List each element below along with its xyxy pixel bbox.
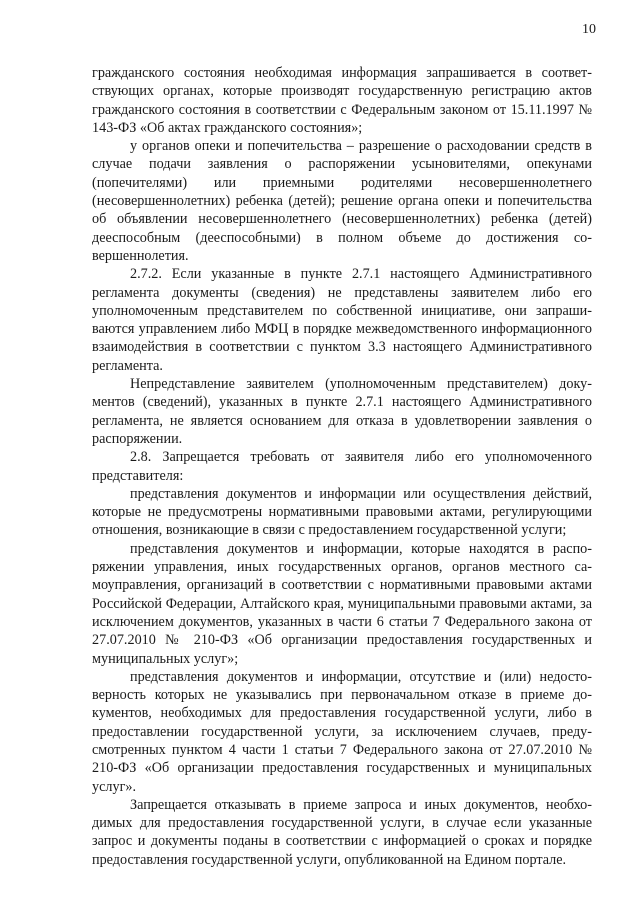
paragraph-4: Непредставление заявителем (уполномоченным представителем) документов (сведений), указанных в пункте 2.7.1 настоящего Административного регламента, не является основанием для отказа в удовлетворении заявления о распоряжении.: [92, 376, 592, 447]
paragraph-8: представления документов и информации, отсутствие и (или) недостоверность которых не указывались при первоначальном отказе в приеме документов, необходимых для предоставления государственной услуги, либо в предоставлении государственной услуги, за исключением случаев, предусмотренных пунктом 4 части 1 статьи 7 Федерального закона от 27.07.2010 № 210-ФЗ «Об организации предоставления государственных и муниципальных услуг».: [92, 668, 592, 795]
paragraph-6: представления документов и информации или осуществления действий, которые не предусмотрены нормативными правовыми актами, регулирующими отношения, возникающие в связи с предоставлением государственной услуги;: [92, 485, 592, 539]
paragraph-2: у органов опеки и попечительства – разрешение о расходовании средств в случае подачи заявления о распоряжении усыновителями, опекунами (попечителями) или приемными родителями несовершеннолетнего (несовершеннолетних) ребенка (детей); решение органа опеки и попечительства об объявлении несовершеннолетнего (несовершеннолетних) ребенка (детей) дееспособным (дееспособными) в полном объеме до достижения совершеннолетия.: [92, 138, 592, 264]
paragraph-1: гражданского состояния необходимая информация запрашивается в соответствующих органах, которые производят государственную регистрацию актов гражданского состояния в соответствии с Федеральным законом от 15.11.1997 № 143-ФЗ «Об актах гражданского состояния»;: [92, 65, 592, 136]
paragraph-5: 2.8. Запрещается требовать от заявителя либо его уполномоченного представителя:: [92, 449, 592, 484]
paragraph-9: Запрещается отказывать в приеме запроса и иных документов, необходимых для предоставления государственной услуги, в случае если указанные запрос и документы поданы в соответствии с информацией о сроках и порядке предоставления государственной услуги, опубликованной на Едином портале.: [92, 796, 592, 868]
document-body: [92, 64, 592, 869]
page-number: 10: [582, 22, 596, 37]
paragraph-7: представления документов и информации, которые находятся в распоряжении управления, иных государственных органов, органов местного самоуправления, организаций в соответствии с нормативными правовыми актами Российской Федерации, Алтайского края, муниципальными правовыми актами, за исключением документов, указанных в части 6 статьи 7 Федерального закона от 27.07.2010 № 210-ФЗ «Об организации предоставления государственных и муниципальных услуг»;: [92, 540, 592, 667]
paragraph-3: 2.7.2. Если указанные в пункте 2.7.1 настоящего Административного регламента документы (сведения) не представлены заявителем либо его уполномоченным представителем по собственной инициативе, они запрашиваются управлением либо МФЦ в порядке межведомственного информационного взаимодействия в соответствии с пунктом 3.3 настоящего Административного регламента.: [92, 266, 592, 374]
